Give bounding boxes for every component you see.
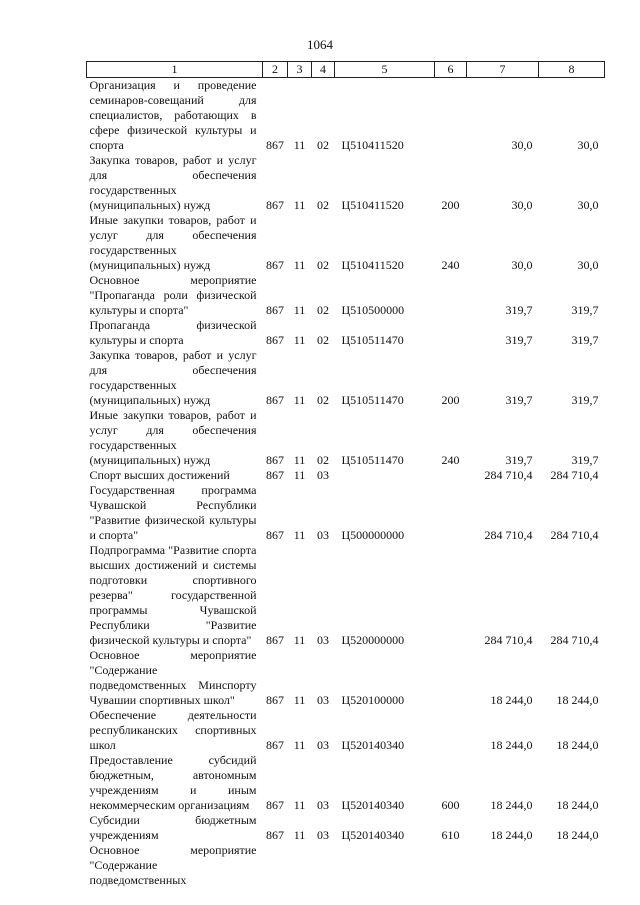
cell-expense-type (435, 318, 467, 348)
table-row (87, 153, 605, 213)
cell-target-code (335, 468, 435, 483)
cell-amount-1 (467, 843, 539, 888)
cell-ministry-code: 867 (266, 633, 284, 647)
cell-expense-type: 200 (441, 198, 460, 212)
cell-ministry-code: 867 (266, 828, 284, 842)
cell-amount-2: 284 710,4 (550, 528, 599, 542)
cell-target-code: Ц510500000 (341, 303, 405, 317)
header-cell: 7 (467, 62, 539, 78)
cell-ministry-code (263, 843, 288, 888)
cell-amount-2 (539, 843, 605, 888)
cell-amount-2: 284 710,4 (550, 468, 599, 482)
table-row (87, 483, 605, 543)
cell-ministry-code: 867 (266, 798, 284, 812)
cell-expense-type: 200 (441, 393, 460, 407)
header-cell: 8 (539, 62, 605, 78)
table-row (87, 213, 605, 273)
row-name: Пропаганда физической культуры и спорта (89, 318, 257, 347)
cell-subsection: 03 (317, 468, 329, 482)
header-cell: 2 (263, 62, 288, 78)
cell-section: 11 (293, 468, 306, 482)
row-name: Спорт высших достижений (89, 468, 230, 482)
cell-ministry-code: 867 (266, 258, 284, 272)
cell-subsection: 03 (317, 828, 329, 842)
header-row (87, 62, 605, 78)
table-row (87, 273, 605, 318)
cell-section: 11 (293, 138, 306, 152)
cell-amount-1: 284 710,4 (484, 468, 533, 482)
row-name: Закупка товаров, работ и услуг для обеспечения государственных (муниципальных) нужд (89, 348, 257, 407)
cell-target-code: Ц510511470 (341, 333, 404, 347)
cell-amount-2: 18 244,0 (556, 828, 599, 842)
cell-subsection: 03 (317, 798, 329, 812)
cell-expense-type (435, 648, 467, 708)
cell-target-code: Ц510411520 (341, 138, 404, 152)
cell-target-code: Ц510511470 (341, 453, 404, 467)
table-row (87, 543, 605, 648)
cell-subsection: 03 (317, 528, 329, 542)
row-name: Иные закупки товаров, работ и услуг для обеспечения государственных (муниципальных) нужд (89, 213, 257, 272)
cell-amount-1: 319,7 (505, 453, 533, 467)
cell-amount-2: 319,7 (571, 453, 599, 467)
cell-ministry-code: 867 (266, 303, 284, 317)
cell-target-code: Ц510411520 (341, 258, 404, 272)
cell-amount-2: 18 244,0 (556, 798, 599, 812)
cell-ministry-code: 867 (266, 333, 284, 347)
cell-section: 11 (293, 393, 306, 407)
cell-amount-1: 18 244,0 (490, 828, 533, 842)
table-row (87, 348, 605, 408)
cell-subsection: 02 (317, 393, 329, 407)
header-cell: 4 (312, 62, 335, 78)
row-name: Основное мероприятие "Пропаганда роли физической культуры и спорта" (89, 273, 257, 317)
cell-subsection: 03 (317, 693, 329, 707)
cell-target-code: Ц520100000 (341, 693, 405, 707)
cell-ministry-code: 867 (266, 453, 284, 467)
cell-section: 11 (293, 693, 306, 707)
row-name: Государственная программа Чувашской Республики "Развитие физической культуры и спорта" (89, 483, 257, 542)
cell-section: 11 (293, 303, 306, 317)
cell-ministry-code: 867 (266, 393, 284, 407)
cell-section: 11 (293, 258, 306, 272)
cell-amount-2: 30,0 (577, 138, 599, 152)
row-name: Основное мероприятие "Содержание подведомственных (89, 843, 257, 887)
cell-amount-1: 18 244,0 (490, 693, 533, 707)
cell-subsection: 02 (317, 198, 329, 212)
cell-subsection: 03 (317, 738, 329, 752)
cell-expense-type: 610 (441, 828, 460, 842)
cell-subsection: 03 (317, 633, 329, 647)
cell-target-code: Ц520140340 (341, 828, 405, 842)
cell-amount-2: 319,7 (571, 393, 599, 407)
table-row (87, 648, 605, 708)
table-row (87, 78, 605, 154)
cell-section: 11 (293, 633, 306, 647)
cell-expense-type (435, 273, 467, 318)
cell-subsection: 02 (317, 453, 329, 467)
cell-amount-1: 30,0 (511, 198, 533, 212)
budget-table (86, 61, 605, 888)
cell-ministry-code: 867 (266, 198, 284, 212)
cell-section: 11 (293, 528, 306, 542)
cell-amount-1: 18 244,0 (490, 738, 533, 752)
cell-expense-type (435, 543, 467, 648)
table-row (87, 813, 605, 843)
row-name: Основное мероприятие "Содержание подведомственных Минспорту Чувашии спортивных школ" (89, 648, 257, 707)
cell-expense-type: 240 (441, 258, 460, 272)
cell-target-code: Ц520000000 (341, 633, 405, 647)
table-row (87, 408, 605, 468)
cell-target-code: Ц520140340 (341, 798, 405, 812)
cell-target-code: Ц500000000 (341, 528, 405, 542)
cell-section: 11 (293, 453, 306, 467)
cell-amount-1: 18 244,0 (490, 798, 533, 812)
row-name: Закупка товаров, работ и услуг для обеспечения государственных (муниципальных) нужд (89, 153, 257, 212)
cell-expense-type (435, 483, 467, 543)
table-row (87, 468, 605, 483)
cell-amount-2: 18 244,0 (556, 738, 599, 752)
cell-amount-1: 284 710,4 (484, 633, 533, 647)
cell-target-code: Ц510511470 (341, 393, 404, 407)
cell-amount-2: 30,0 (577, 258, 599, 272)
cell-amount-2: 319,7 (571, 303, 599, 317)
cell-expense-type (435, 468, 467, 483)
cell-subsection: 02 (317, 258, 329, 272)
cell-expense-type (435, 78, 467, 154)
cell-section (288, 843, 312, 888)
cell-ministry-code: 867 (266, 693, 284, 707)
cell-amount-1: 319,7 (505, 333, 533, 347)
cell-target-code: Ц510411520 (341, 198, 404, 212)
cell-section: 11 (293, 798, 306, 812)
cell-amount-2: 319,7 (571, 333, 599, 347)
page-number: 1064 (307, 37, 333, 52)
cell-amount-1: 30,0 (511, 258, 533, 272)
row-name: Организация и проведение семинаров-совещаний для специалистов, работающих в сфере физической культуры и спорта (89, 78, 257, 152)
cell-amount-2: 30,0 (577, 198, 599, 212)
cell-amount-1: 284 710,4 (484, 528, 533, 542)
cell-amount-2: 284 710,4 (550, 633, 599, 647)
cell-subsection: 02 (317, 333, 329, 347)
cell-ministry-code: 867 (266, 528, 284, 542)
cell-amount-1: 319,7 (505, 303, 533, 317)
cell-expense-type (435, 843, 467, 888)
header-cell: 5 (335, 62, 435, 78)
cell-ministry-code: 867 (266, 738, 284, 752)
table-row (87, 753, 605, 813)
cell-section: 11 (293, 738, 306, 752)
cell-ministry-code: 867 (266, 138, 284, 152)
header-cell: 3 (288, 62, 312, 78)
cell-amount-1: 319,7 (505, 393, 533, 407)
cell-subsection: 02 (317, 303, 329, 317)
cell-subsection (312, 843, 335, 888)
row-name: Подпрограмма "Развитие спорта высших достижений и системы подготовки спортивного резерва" государственной программы Чувашской Республики "Развитие физической культуры и спорта" (89, 543, 257, 647)
cell-section: 11 (293, 333, 306, 347)
cell-amount-2: 18 244,0 (556, 693, 599, 707)
row-name: Предоставление субсидий бюджетным, автономным учреждениям и иным некоммерческим организациям (89, 753, 257, 812)
cell-subsection: 02 (317, 138, 329, 152)
cell-section: 11 (293, 828, 306, 842)
header-cell: 1 (87, 62, 263, 78)
table-row (87, 843, 605, 888)
table-row (87, 318, 605, 348)
cell-section: 11 (293, 198, 306, 212)
header-cell: 6 (435, 62, 467, 78)
cell-expense-type: 600 (441, 798, 460, 812)
table-row (87, 708, 605, 753)
cell-ministry-code: 867 (266, 468, 284, 482)
row-name: Иные закупки товаров, работ и услуг для обеспечения государственных (муниципальных) нужд (89, 408, 257, 467)
cell-target-code (335, 843, 435, 888)
row-name: Обеспечение деятельности республиканских спортивных школ (89, 708, 257, 752)
cell-target-code: Ц520140340 (341, 738, 405, 752)
cell-amount-1: 30,0 (511, 138, 533, 152)
cell-expense-type: 240 (441, 453, 460, 467)
cell-expense-type (435, 708, 467, 753)
row-name: Субсидии бюджетным учреждениям (89, 813, 257, 842)
